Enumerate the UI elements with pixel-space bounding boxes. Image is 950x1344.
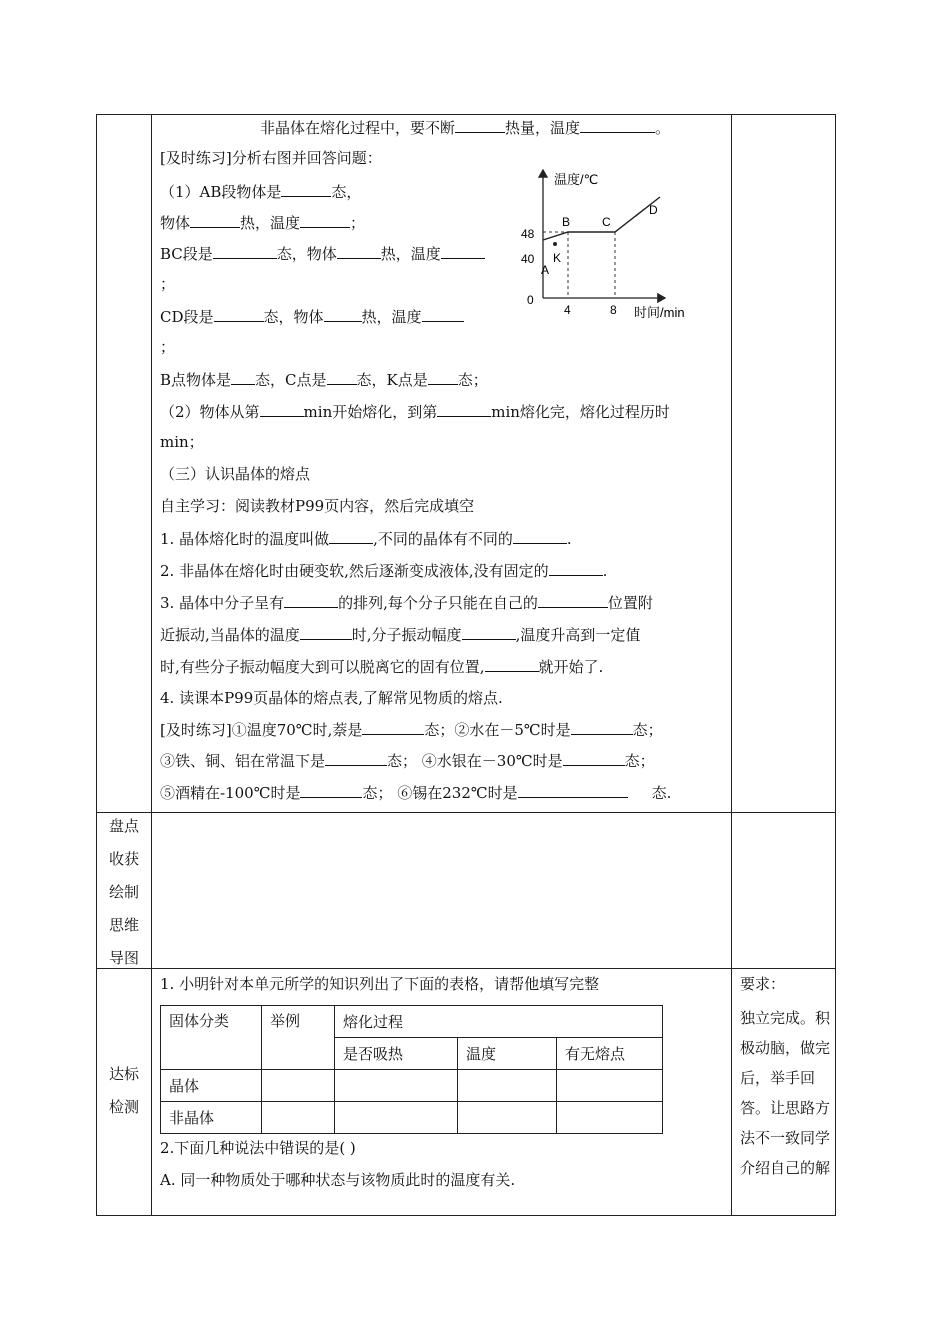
row-divider-1: [96, 812, 836, 813]
point-d-label: D: [649, 203, 658, 217]
item-3-line1: 3. 晶体中分子呈有 的排列,每个分子只能在自己的 位置附: [160, 594, 653, 612]
cell-empty: [458, 1070, 557, 1102]
col-divider-1: [151, 114, 152, 1216]
header-example: 举例: [262, 1006, 335, 1070]
x-tick-4: 4: [564, 303, 571, 317]
test-label: 达标 检测: [108, 1065, 139, 1116]
q1-points: B点物体是 态，C点是 态，K点是 态；: [160, 371, 488, 389]
self-study: 自主学习：阅读教材P99页内容，然后完成填空: [160, 497, 475, 515]
table-top-border: [96, 114, 836, 115]
intro-line: 非晶体在熔化过程中，要不断 热量，温度 。: [260, 119, 671, 137]
row-crystal: 晶体: [161, 1070, 262, 1102]
header-process: 熔化过程: [335, 1006, 663, 1038]
point-k-dot: [553, 242, 557, 246]
y-tick-48: 48: [521, 227, 535, 241]
table-right-border: [835, 114, 836, 1216]
cell-empty: [262, 1070, 335, 1102]
practice2-line3: ⑤酒精在-100℃时是 态； ⑥锡在232℃时是 态.: [160, 784, 672, 802]
cell-empty: [458, 1102, 557, 1134]
cell-empty: [262, 1102, 335, 1134]
item-4: 4. 读课本P99页晶体的熔点表,了解常见物质的熔点.: [160, 689, 503, 707]
requirement-text: 独立完成。积极动脑，做完后，举手回答。让思路方法不一致同学介绍自己的解: [740, 1009, 831, 1177]
q2-line1: （2）物体从第 min开始熔化，到第 min熔化完，熔化过程历时: [160, 403, 670, 421]
y-axis-label: 温度/℃: [554, 172, 599, 187]
practice-title: [及时练习]分析右图并回答问题：: [160, 149, 382, 167]
cell-empty: [335, 1102, 458, 1134]
test-q2: 2.下面几种说法中错误的是( ): [160, 1139, 356, 1157]
item-3-line2: 近振动,当晶体的温度 时,分子振动幅度 ,温度升高到一定值: [160, 626, 641, 644]
item-1: 1. 晶体熔化时的温度叫做 ,不同的晶体有不同的 .: [160, 530, 572, 548]
table-bottom-border: [96, 1215, 836, 1216]
summary-label: 盘点 收获 绘制 思维 导图: [108, 817, 139, 967]
col-divider-2: [731, 114, 732, 1216]
section3-title: （三）认识晶体的熔点: [160, 465, 311, 483]
header-class: 固体分类: [161, 1006, 262, 1070]
x-axis-label: 时间/min: [634, 305, 685, 320]
q2-line2: min；: [160, 433, 204, 451]
test-q1: 1. 小明针对本单元所学的知识列出了下面的表格，请帮他填写完整: [160, 975, 600, 993]
row-amorphous: 非晶体: [161, 1102, 262, 1134]
cell-empty: [335, 1070, 458, 1102]
table-left-border: [96, 114, 97, 1216]
point-b-label: B: [562, 215, 571, 229]
q1-bc: BC段是 态，物体 热，温度: [160, 243, 485, 264]
melting-graph: [510, 162, 710, 322]
q1-ab: （1）AB段物体是 态，: [160, 183, 362, 201]
item-3-line3: 时,有些分子振动幅度大到可以脱离它的固有位置, 就开始了.: [160, 658, 604, 676]
cell-empty: [557, 1102, 663, 1134]
item-2: 2. 非晶体在熔化时由硬变软,然后逐渐变成液体,没有固定的 .: [160, 562, 608, 580]
header-melting-point: 有无熔点: [557, 1038, 663, 1070]
q1-cd-end: ；: [160, 338, 176, 356]
y-tick-40: 40: [521, 252, 535, 266]
q1-bc-end: ；: [160, 275, 176, 293]
cell-empty: [557, 1070, 663, 1102]
classification-table: [160, 1005, 663, 1134]
test-q2-option-a: A. 同一种物质处于哪种状态与该物质此时的温度有关.: [160, 1171, 516, 1189]
practice2-line1: [及时练习]①温度70℃时,萘是 态；②水在－5℃时是 态；: [160, 721, 663, 739]
point-k-label: K: [553, 251, 562, 265]
header-absorb: 是否吸热: [335, 1038, 458, 1070]
q1-cd: CD段是 态，物体 热，温度: [160, 306, 464, 327]
row-divider-2: [96, 968, 836, 969]
x-tick-8: 8: [610, 303, 617, 317]
header-temp: 温度: [458, 1038, 557, 1070]
point-a-label: A: [541, 263, 550, 277]
origin-label: 0: [527, 293, 534, 307]
requirement-title: 要求：: [740, 975, 786, 993]
practice2-line2: ③铁、铜、铝在常温下是 态； ④水银在－30℃时是 态；: [160, 752, 655, 770]
q1-object: 物体 热，温度 ；: [160, 214, 366, 232]
point-c-label: C: [602, 215, 611, 229]
